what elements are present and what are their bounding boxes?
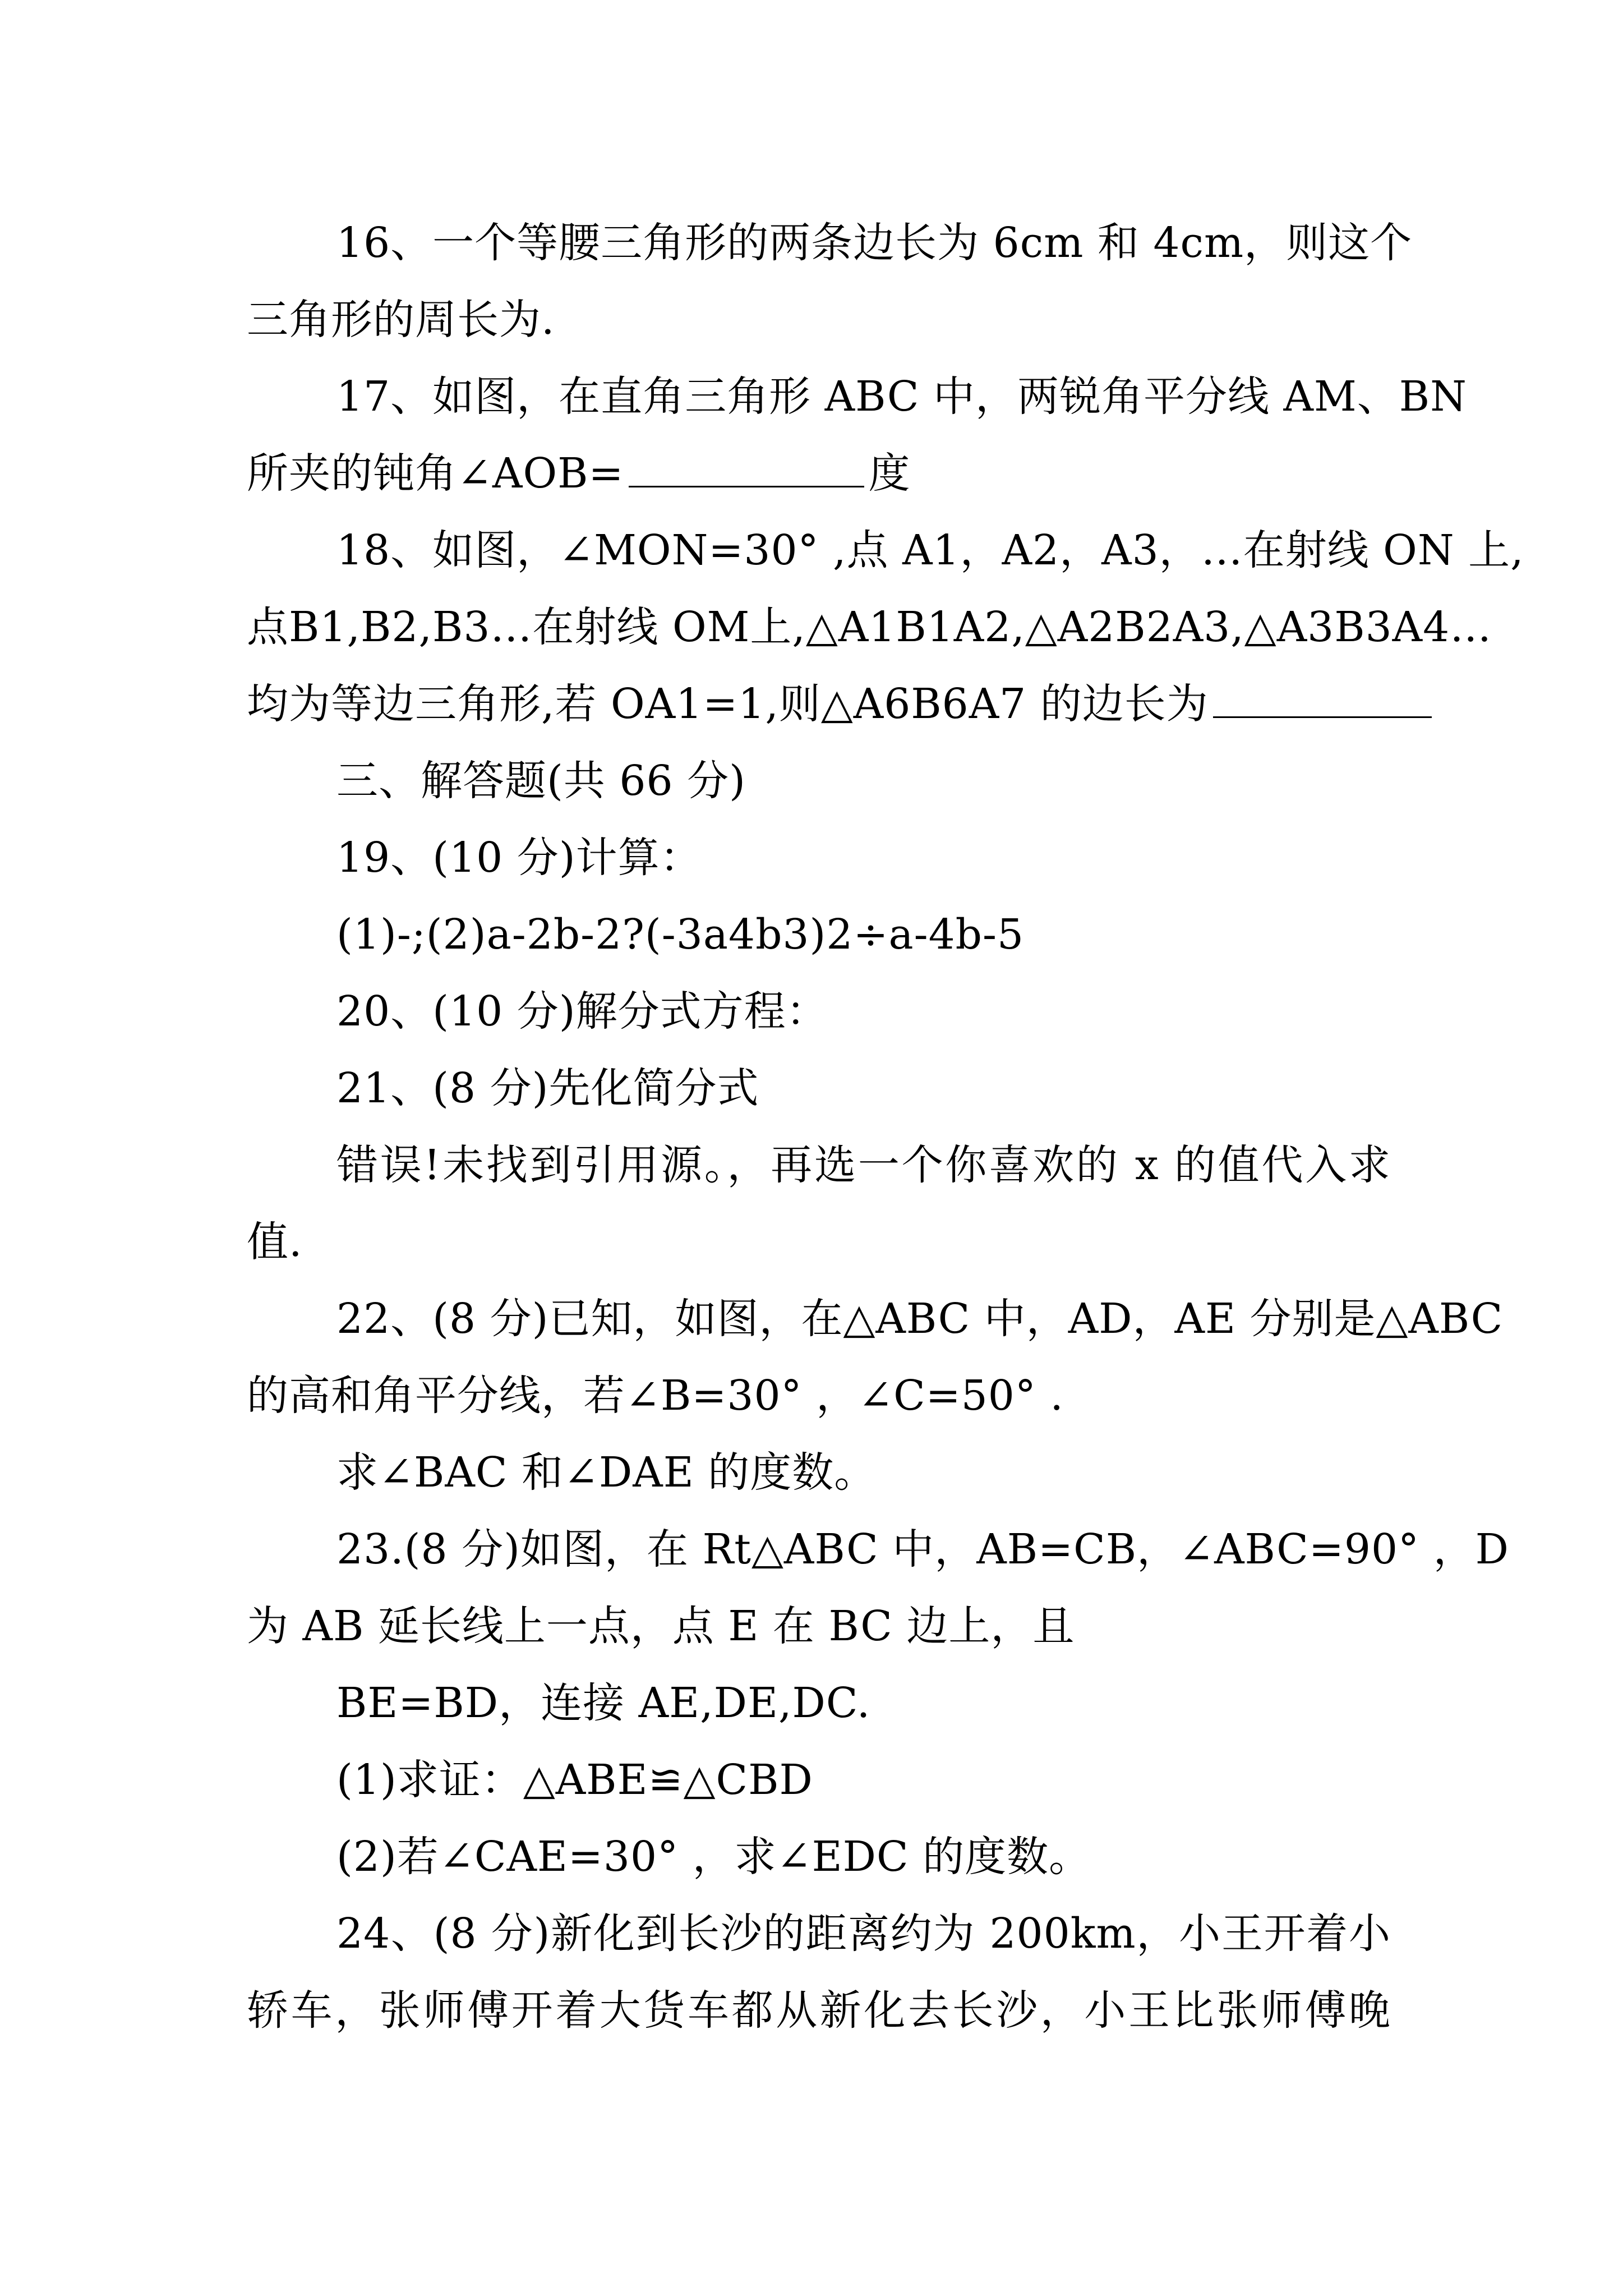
q17-prompt: 所夹的钝角∠AOB= (247, 449, 624, 498)
q22-line-1: 22、(8 分)已知，如图，在△ABC 中，AD，AE 分别是△ABC (336, 1295, 1504, 1343)
q18-answer-blank (1213, 677, 1432, 718)
q24-line-2: 轿车，张师傅开着大货车都从新化去长沙，小王比张师傅晚 (247, 1986, 1391, 2035)
q22-line-3: 求∠BAC 和∠DAE 的度数。 (336, 1448, 877, 1497)
q19-expression: (1)-;(2)a-2b-2?(-3a4b3)2÷a-4b-5 (336, 910, 1025, 959)
q16-line-2: 三角形的周长为. (247, 296, 555, 344)
q17-unit: 度 (868, 449, 911, 498)
section-3-heading: 三、解答题(共 66 分) (336, 757, 746, 805)
q21-line-1: 错误!未找到引用源。，再选一个你喜欢的 x 的值代入求 (336, 1141, 1391, 1189)
q21-title: 21、(8 分)先化简分式 (336, 1064, 759, 1112)
q17-line-2 (247, 445, 1391, 501)
q23-line-4: (1)求证：△ABE≌△CBD (336, 1756, 813, 1804)
q18-line-2: 点B1,B2,B3…在射线 OM上,△A1B1A2,△A2B2A3,△A3B3A4… (247, 603, 1492, 651)
q23-line-3: BE=BD，连接 AE,DE,DC. (336, 1679, 871, 1727)
q17-answer-blank (629, 447, 864, 487)
q18-prompt: 均为等边三角形,若 OA1=1,则△A6B6A7 的边长为 (247, 680, 1209, 728)
q20-title: 20、(10 分)解分式方程： (336, 987, 828, 1036)
q18-line-3 (247, 676, 1391, 732)
q23-line-5: (2)若∠CAE=30° ，求∠EDC 的度数。 (336, 1833, 1091, 1881)
q16-line-1: 16、一个等腰三角形的两条边长为 6cm 和 4cm，则这个 (336, 219, 1413, 267)
q19-title: 19、(10 分)计算： (336, 834, 702, 882)
q21-line-2: 值. (247, 1218, 303, 1266)
q22-line-2: 的高和角平分线，若∠B=30° ，∠C=50° . (247, 1372, 1064, 1420)
q24-line-1: 24、(8 分)新化到长沙的距离约为 200km，小王开着小 (336, 1910, 1391, 1958)
q23-line-1: 23.(8 分)如图，在 Rt△ABC 中，AB=CB，∠ABC=90° ，D (336, 1525, 1509, 1573)
q18-line-1: 18、如图，∠MON=30° ,点 A1，A2，A3，…在射线 ON 上, (336, 526, 1524, 574)
q23-line-2: 为 AB 延长线上一点，点 E 在 BC 边上，且 (247, 1602, 1075, 1650)
q17-line-1: 17、如图，在直角三角形 ABC 中，两锐角平分线 AM、BN (336, 372, 1467, 421)
